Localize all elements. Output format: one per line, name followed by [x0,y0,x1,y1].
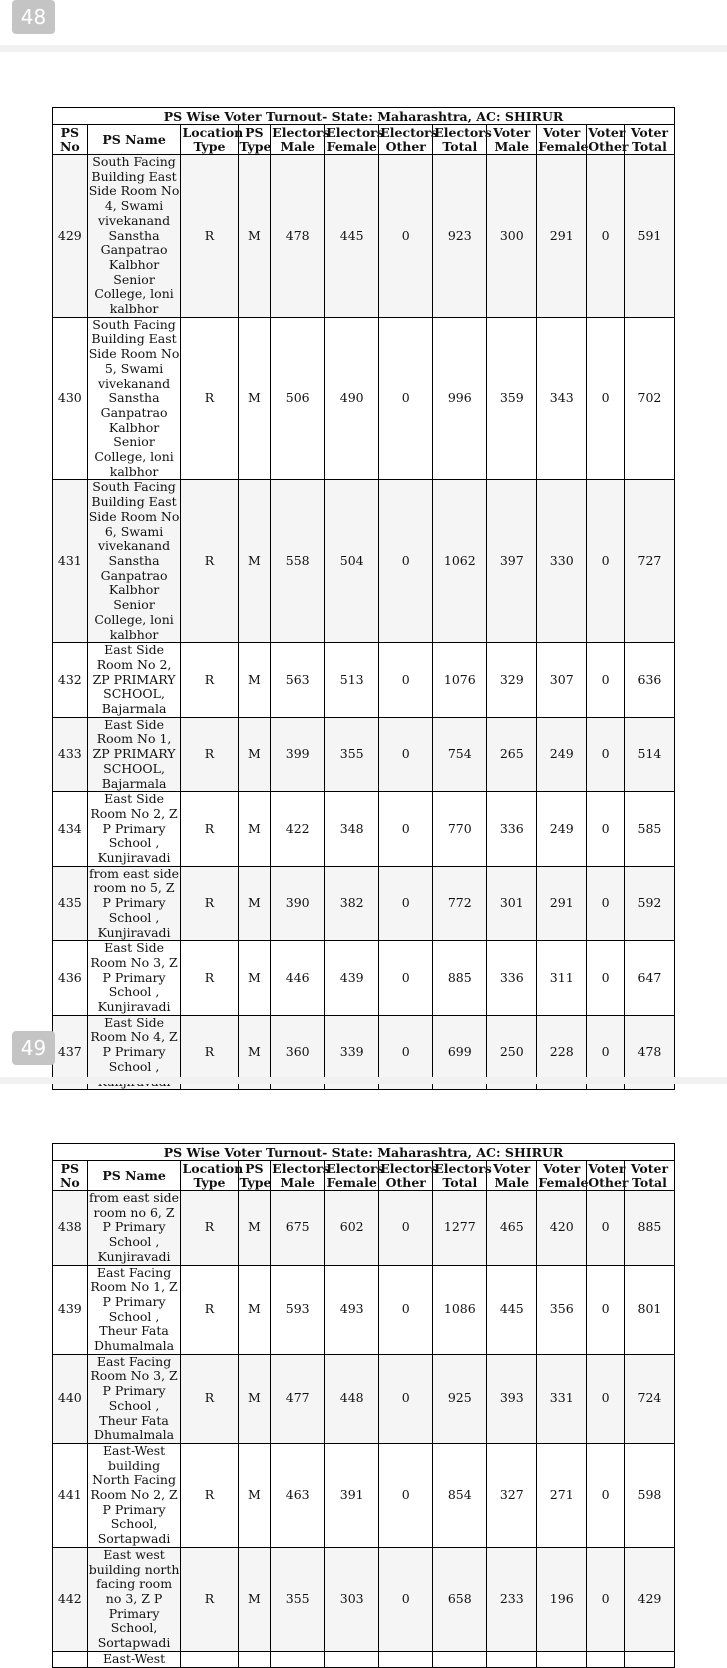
table-body [53,155,675,1090]
cell-voter-female: 420 [537,1191,587,1266]
cell-ps-name: from east side room no 5, Z P Primary School , Kunjiravadi [89,865,180,940]
cell-location-type [181,1651,238,1667]
cell-electors-female: 348 [325,792,379,867]
column-header-ps-type: PS Type [239,1160,272,1190]
cell-electors-total: 925 [433,1354,487,1443]
column-header-location-type: Location Type [182,124,244,154]
cell-ps-type: M [238,1547,271,1651]
cell-voter-male: 465 [487,1191,537,1266]
cell-voter-male: 265 [487,717,537,792]
cell-voter-other: 0 [587,155,625,318]
cell-ps-type: M [238,643,271,718]
cell-ps-no: 432 [53,643,88,718]
table-row [53,941,675,1016]
cell-electors-other: 0 [379,866,433,941]
column-header-electors-other: Electors Other [380,1160,438,1190]
cell-electors-male: 463 [271,1443,325,1547]
cell-electors-other: 0 [379,1265,433,1354]
column-header-electors-total: Electors Total [434,1160,492,1190]
cell-electors-other: 0 [379,643,433,718]
cell-electors-other: 0 [379,1015,433,1090]
cell-voter-other: 0 [587,480,625,643]
cell-ps-name: South Facing Building East Side Room No 4, Swami vivekanand Sanstha Ganpatrao Kalbhor Senior College, loni kalbhor [88,154,180,317]
cell-ps-no: 434 [53,792,88,867]
cell-ps-name: South Facing Building East Side Room No 6, Swami vivekanand Sanstha Ganpatrao Kalbhor Senior College, loni kalbhor [88,479,180,642]
cell-voter-other: 0 [587,1265,625,1354]
cell-voter-other: 0 [587,643,625,718]
cell-voter-other: 0 [587,1547,625,1651]
cell-location-type: R [181,866,238,941]
cell-electors-male: 593 [271,1265,325,1354]
cell-voter-total: 429 [624,1547,674,1651]
cell-electors-female: 448 [325,1354,379,1443]
cell-location-type: R [181,1354,238,1443]
cell-electors-female [325,1651,379,1667]
cell-voter-total: 636 [624,643,674,718]
cell-location-type: R [181,480,238,643]
cell-voter-total [624,1651,674,1667]
cell-voter-female: 228 [537,1015,587,1090]
cell-ps-type: M [238,1265,271,1354]
cell-electors-male: 477 [271,1354,325,1443]
cell-ps-no: 436 [53,941,88,1016]
table-row [53,1547,675,1651]
cell-ps-name: East west building north facing room no 3, Z P Primary School, Sortapwadi [88,1546,180,1651]
cell-voter-total: 724 [624,1354,674,1443]
cell-ps-no: 438 [53,1191,88,1266]
cell-voter-male [487,1651,537,1667]
cell-ps-type [238,1651,271,1667]
cell-electors-other: 0 [379,792,433,867]
cell-voter-male: 327 [487,1443,537,1547]
cell-electors-male: 390 [271,866,325,941]
column-header-electors-female: Electors Female [326,1160,384,1190]
table-row [53,1191,675,1266]
cell-electors-female: 493 [325,1265,379,1354]
cell-electors-total: 996 [433,317,487,480]
table-row [53,717,675,792]
cell-electors-male: 563 [271,643,325,718]
cell-ps-no: 433 [53,717,88,792]
column-header-voter-male: Voter Male [487,1161,537,1191]
cell-voter-female: 311 [537,941,587,1016]
column-header-electors-male: Electors Male [272,1160,330,1190]
cell-voter-female: 330 [537,480,587,643]
cell-ps-name: East Side Room No 1, ZP PRIMARY SCHOOL, Bajarmala [87,717,181,792]
cell-voter-male: 359 [487,317,537,480]
cell-voter-total: 478 [624,1015,674,1090]
cell-voter-male: 300 [487,155,537,318]
cell-ps-no: 441 [53,1443,88,1547]
cell-electors-male: 399 [271,717,325,792]
cell-electors-female: 339 [325,1015,379,1090]
table-row [53,155,675,318]
cell-location-type: R [181,155,238,318]
cell-voter-total: 591 [624,155,674,318]
cell-electors-total: 854 [433,1443,487,1547]
cell-ps-type: M [238,317,271,480]
cell-location-type: R [181,643,238,718]
column-header-voter-male: Voter Male [487,125,537,155]
cell-electors-male: 360 [271,1015,325,1090]
cell-electors-female: 355 [325,717,379,792]
cell-voter-female: 307 [537,643,587,718]
column-header-voter-total: Voter Total [624,1161,674,1191]
cell-ps-no [53,1651,88,1667]
cell-electors-female: 490 [325,317,379,480]
cell-location-type: R [181,1191,238,1266]
column-header-voter-female: Voter Female [538,1160,589,1190]
cell-electors-male [271,1651,325,1667]
turnout-table [52,107,675,1090]
cell-voter-male: 397 [487,480,537,643]
cell-ps-no: 442 [53,1547,88,1651]
cell-electors-other: 0 [379,480,433,643]
cell-ps-type: M [238,717,271,792]
cell-ps-name: South Facing Building East Side Room No 5, Swami vivekanand Sanstha Ganpatrao Kalbhor Senior College, loni kalbhor [88,316,180,479]
cell-ps-no: 435 [53,866,88,941]
cell-voter-other: 0 [587,941,625,1016]
column-header-electors-female: Electors Female [326,124,384,154]
cell-ps-no: 439 [53,1265,88,1354]
cell-electors-female: 602 [325,1191,379,1266]
cell-electors-other: 0 [379,717,433,792]
table-row [53,317,675,480]
cell-electors-total: 1076 [433,643,487,718]
cell-voter-female: 271 [537,1443,587,1547]
table-row [53,643,675,718]
cell-voter-male: 329 [487,643,537,718]
cell-ps-name: East Side Room No 2, Z P Primary School , Kunjiravadi [87,792,181,867]
cell-ps-type: M [238,866,271,941]
column-header-electors-other: Electors Other [380,124,438,154]
cell-ps-name: from east side room no 6, Z P Primary School , Kunjiravadi [89,1190,180,1264]
cell-voter-male: 336 [487,941,537,1016]
cell-ps-name: East-West building North Facing Room No 2, Z P Primary School, Sortapwadi [87,1443,181,1547]
cell-ps-name: East-West [87,1651,181,1667]
cell-electors-other [379,1651,433,1667]
cell-voter-female: 331 [537,1354,587,1443]
cell-electors-female: 303 [325,1547,379,1651]
cell-ps-type: M [238,480,271,643]
cell-electors-total: 1062 [433,480,487,643]
cell-ps-no: 437 [53,1015,88,1090]
cell-electors-female: 445 [325,155,379,318]
cell-ps-name: East Facing Room No 1, Z P Primary School , Theur Fata Dhumalmala [87,1265,181,1354]
cell-voter-male: 336 [487,792,537,867]
cell-electors-male: 675 [271,1191,325,1266]
cell-voter-male: 393 [487,1354,537,1443]
cell-electors-total: 1277 [433,1191,487,1266]
table-title: PS Wise Voter Turnout- State: Maharashtra, AC: SHIRUR [53,1144,675,1161]
cell-voter-female: 291 [537,866,587,941]
page-number-badge: 48 [12,0,55,34]
cell-ps-name: East Side Room No 2, ZP PRIMARY SCHOOL, Bajarmala [87,643,181,718]
cell-voter-female: 343 [537,317,587,480]
cell-location-type: R [181,792,238,867]
cell-electors-other: 0 [379,1354,433,1443]
cell-voter-male: 301 [487,866,537,941]
cell-ps-no: 431 [53,480,88,643]
page-divider [0,45,727,52]
cell-voter-male: 233 [487,1547,537,1651]
cell-electors-total: 770 [433,792,487,867]
column-header-voter-total: Voter Total [624,125,674,155]
cell-location-type: R [181,317,238,480]
cell-voter-female: 249 [537,792,587,867]
column-header-electors-total: Electors Total [434,124,492,154]
cell-electors-female: 504 [325,480,379,643]
cell-electors-other: 0 [379,317,433,480]
column-header-voter-female: Voter Female [538,124,589,154]
cell-electors-female: 439 [325,941,379,1016]
cell-ps-type: M [238,1443,271,1547]
cell-ps-type: M [238,941,271,1016]
cell-electors-male: 558 [271,480,325,643]
cell-electors-total: 699 [433,1015,487,1090]
cell-electors-other: 0 [379,155,433,318]
header-row [53,125,675,155]
cell-electors-other: 0 [379,941,433,1016]
cell-electors-total: 772 [433,866,487,941]
cell-voter-other: 0 [587,792,625,867]
column-header-ps-type: PS Type [239,124,272,154]
cell-electors-female: 382 [325,866,379,941]
cell-electors-total: 754 [433,717,487,792]
cell-voter-total: 514 [624,717,674,792]
cell-ps-type: M [238,155,271,318]
table-row [53,1265,675,1354]
cell-voter-female: 196 [537,1547,587,1651]
cell-electors-male: 478 [271,155,325,318]
page-number-badge: 49 [12,1031,55,1065]
table-row [53,1443,675,1547]
cell-voter-total: 585 [624,792,674,867]
cell-voter-other: 0 [587,1354,625,1443]
table-row [53,480,675,643]
cell-electors-total: 885 [433,941,487,1016]
cell-location-type: R [181,1265,238,1354]
cell-voter-other: 0 [587,717,625,792]
cell-electors-male: 355 [271,1547,325,1651]
header-row [53,1161,675,1191]
table-row [53,792,675,867]
cell-voter-total: 702 [624,317,674,480]
cell-voter-male: 445 [487,1265,537,1354]
table-row [53,1651,675,1667]
cell-voter-other: 0 [587,1443,625,1547]
cell-voter-total: 647 [624,941,674,1016]
cell-ps-name: East Side Room No 3, Z P Primary School , Kunjiravadi [87,941,181,1016]
cell-location-type: R [181,1015,238,1090]
cell-electors-male: 422 [271,792,325,867]
cell-ps-type: M [238,1191,271,1266]
cell-ps-name: East Facing Room No 3, Z P Primary School , Theur Fata Dhumalmala [87,1354,181,1443]
cell-location-type: R [181,1547,238,1651]
cell-voter-other: 0 [587,317,625,480]
cell-voter-other [587,1651,625,1667]
column-header-voter-other: Voter Other [588,1160,629,1190]
cell-electors-total: 1086 [433,1265,487,1354]
cell-location-type: R [181,717,238,792]
cell-location-type: R [181,941,238,1016]
cell-ps-type: M [238,792,271,867]
cell-electors-other: 0 [379,1547,433,1651]
cell-voter-total: 592 [624,866,674,941]
cell-electors-male: 446 [271,941,325,1016]
cell-ps-type: M [238,1015,271,1090]
column-header-ps-name: PS Name [87,1161,181,1191]
cell-voter-other: 0 [587,866,625,941]
cell-electors-total: 923 [433,155,487,318]
cell-voter-female: 291 [537,155,587,318]
column-header-ps-no: PS No [53,1161,88,1191]
cell-voter-female [537,1651,587,1667]
cell-electors-male: 506 [271,317,325,480]
cell-voter-total: 727 [624,480,674,643]
column-header-voter-other: Voter Other [588,124,629,154]
cell-ps-name: East Side Room No 4, Z P Primary School , [87,1015,181,1090]
cell-electors-total [433,1651,487,1667]
table-row [53,1354,675,1443]
cell-voter-total: 801 [624,1265,674,1354]
cell-ps-no: 440 [53,1354,88,1443]
column-header-ps-name: PS Name [87,125,181,155]
page-divider [0,1077,727,1084]
column-header-ps-no: PS No [53,125,88,155]
cell-electors-other: 0 [379,1191,433,1266]
cell-voter-male: 250 [487,1015,537,1090]
cell-electors-total: 658 [433,1547,487,1651]
table-title: PS Wise Voter Turnout- State: Maharashtra, AC: SHIRUR [53,108,675,125]
cell-voter-female: 249 [537,717,587,792]
cell-electors-other: 0 [379,1443,433,1547]
cell-voter-total: 598 [624,1443,674,1547]
column-header-electors-male: Electors Male [272,124,330,154]
cell-electors-female: 391 [325,1443,379,1547]
cell-electors-female: 513 [325,643,379,718]
turnout-table [52,1143,675,1668]
cell-voter-other: 0 [587,1015,625,1090]
cell-voter-total: 885 [624,1191,674,1266]
table-body [53,1191,675,1668]
cell-ps-no: 430 [53,317,88,480]
column-header-location-type: Location Type [182,1160,244,1190]
cell-voter-other: 0 [587,1191,625,1266]
cell-ps-no: 429 [53,155,88,318]
cell-location-type: R [181,1443,238,1547]
cell-ps-type: M [238,1354,271,1443]
cell-voter-female: 356 [537,1265,587,1354]
table-row [53,866,675,941]
